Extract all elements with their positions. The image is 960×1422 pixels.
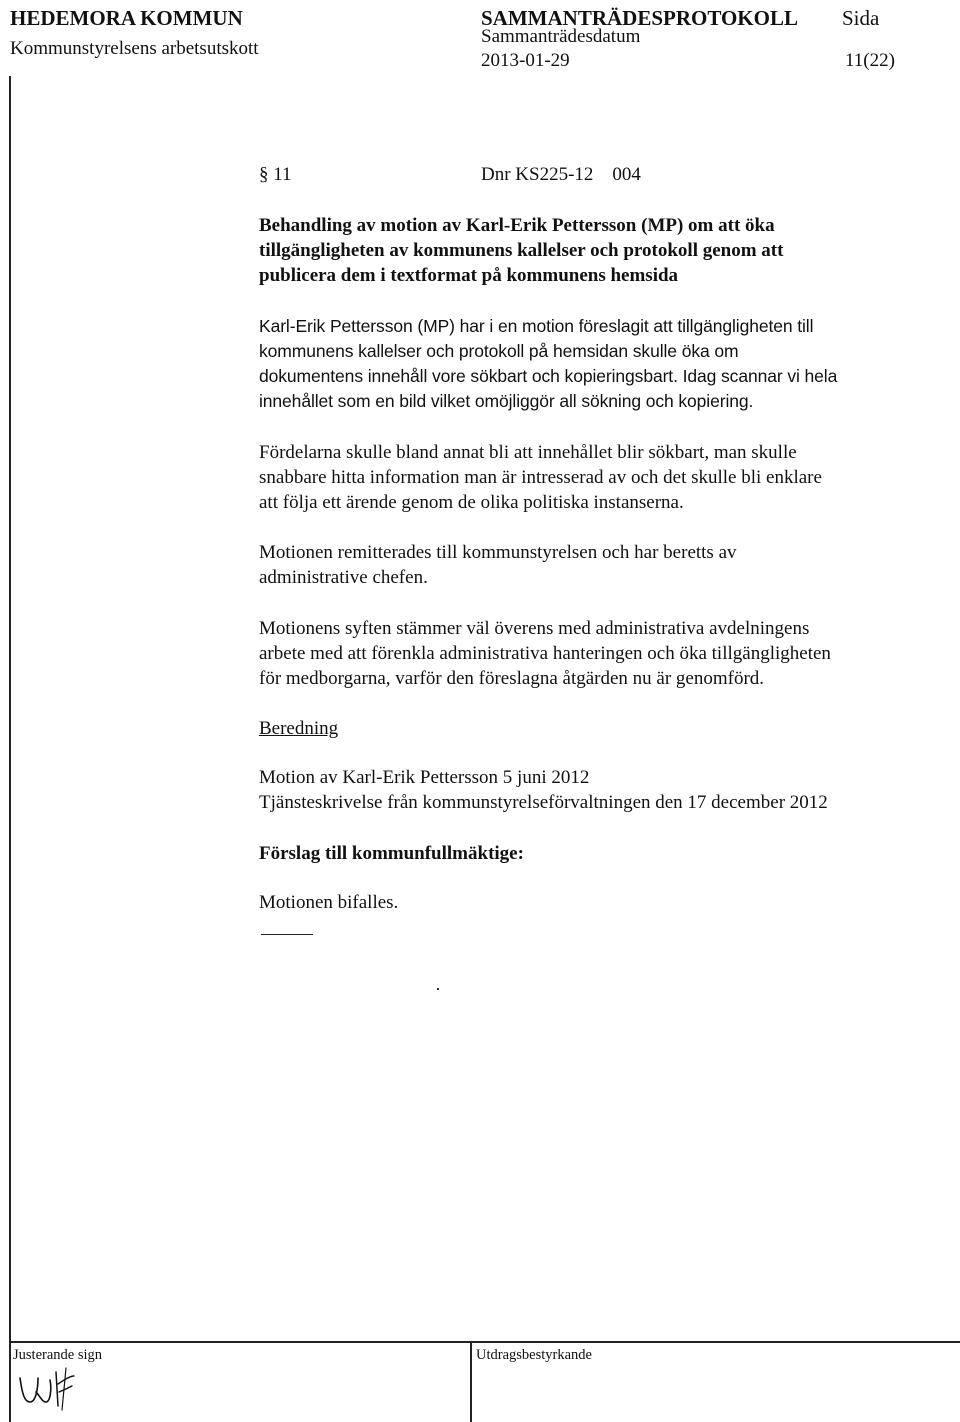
section-title-line-2: tillgängligheten av kommunens kallelser och protokoll genom att: [259, 240, 784, 261]
beredning-heading: Beredning: [259, 718, 339, 739]
utdragsbestyrkande-label: Utdragsbestyrkande: [476, 1347, 592, 1363]
page-label: Sida: [842, 6, 880, 30]
paragraph-4-line-3: för medborgarna, varför den föreslagna åtgärden nu är genomförd.: [259, 668, 765, 689]
paragraph-4-line-1: Motionens syften stämmer väl överens med administrativa avdelningens: [259, 618, 810, 639]
paragraph-1-line-3: dokumentens innehåll vore sökbart och kopieringsbart. Idag scannar vi hela: [259, 366, 838, 386]
paragraph-3-line-1: Motionen remitterades till kommunstyrelsen och har beretts av: [259, 542, 737, 563]
committee-name: Kommunstyrelsens arbetsutskott: [10, 38, 259, 59]
paragraph-1-line-4: innehållet som en bild vilket omöjliggör all sökning och kopiering.: [259, 391, 754, 411]
proposal-heading: Förslag till kommunfullmäktige:: [259, 843, 524, 864]
paragraph-2-line-2: snabbare hitta information man är intresserad av och det skulle bli enklare: [259, 467, 822, 488]
document-type: SAMMANTRÄDESPROTOKOLL: [481, 6, 798, 30]
paragraph-1-line-1: Karl-Erik Pettersson (MP) har i en motion föreslagit att tillgängligheten till: [259, 316, 814, 336]
paragraph-number: § 11: [259, 164, 292, 185]
footer-top-rule: [9, 1341, 960, 1343]
paragraph-1-line-2: kommunens kallelser och protokoll på hemsidan skulle öka om: [259, 341, 739, 361]
justerande-sign-label: Justerande sign: [13, 1347, 102, 1363]
section-title-line-3: publicera dem i textformat på kommunens hemsida: [259, 265, 679, 286]
meeting-date: 2013-01-29: [481, 50, 570, 71]
beredning-item-1: Motion av Karl-Erik Pettersson 5 juni 2012: [259, 767, 590, 788]
paragraph-2-line-1: Fördelarna skulle bland annat bli att innehållet blir sökbart, man skulle: [259, 442, 797, 463]
diary-number: Dnr KS225-12 004: [481, 164, 641, 185]
section-title-line-1: Behandling av motion av Karl-Erik Pettersson (MP) om att öka: [259, 215, 775, 236]
paragraph-2-line-3: att följa ett ärende genom de olika politiska instanserna.: [259, 492, 684, 513]
beredning-item-2: Tjänsteskrivelse från kommunstyrelseförvaltningen den 17 december 2012: [259, 792, 828, 813]
footer-divider: [470, 1341, 472, 1422]
proposal-text: Motionen bifalles.: [259, 892, 399, 913]
closing-rule: [261, 934, 313, 935]
left-margin-line: [9, 76, 11, 1422]
organization-name: HEDEMORA KOMMUN: [10, 6, 243, 30]
paragraph-3-line-2: administrative chefen.: [259, 567, 428, 588]
date-label: Sammanträdesdatum: [481, 26, 641, 47]
signature-initials-icon: [16, 1366, 86, 1412]
paragraph-4-line-2: arbete med att förenkla administrativa hanteringen och öka tillgängligheten: [259, 643, 831, 664]
page-number: 11(22): [845, 50, 895, 71]
scan-speck: [437, 988, 439, 990]
